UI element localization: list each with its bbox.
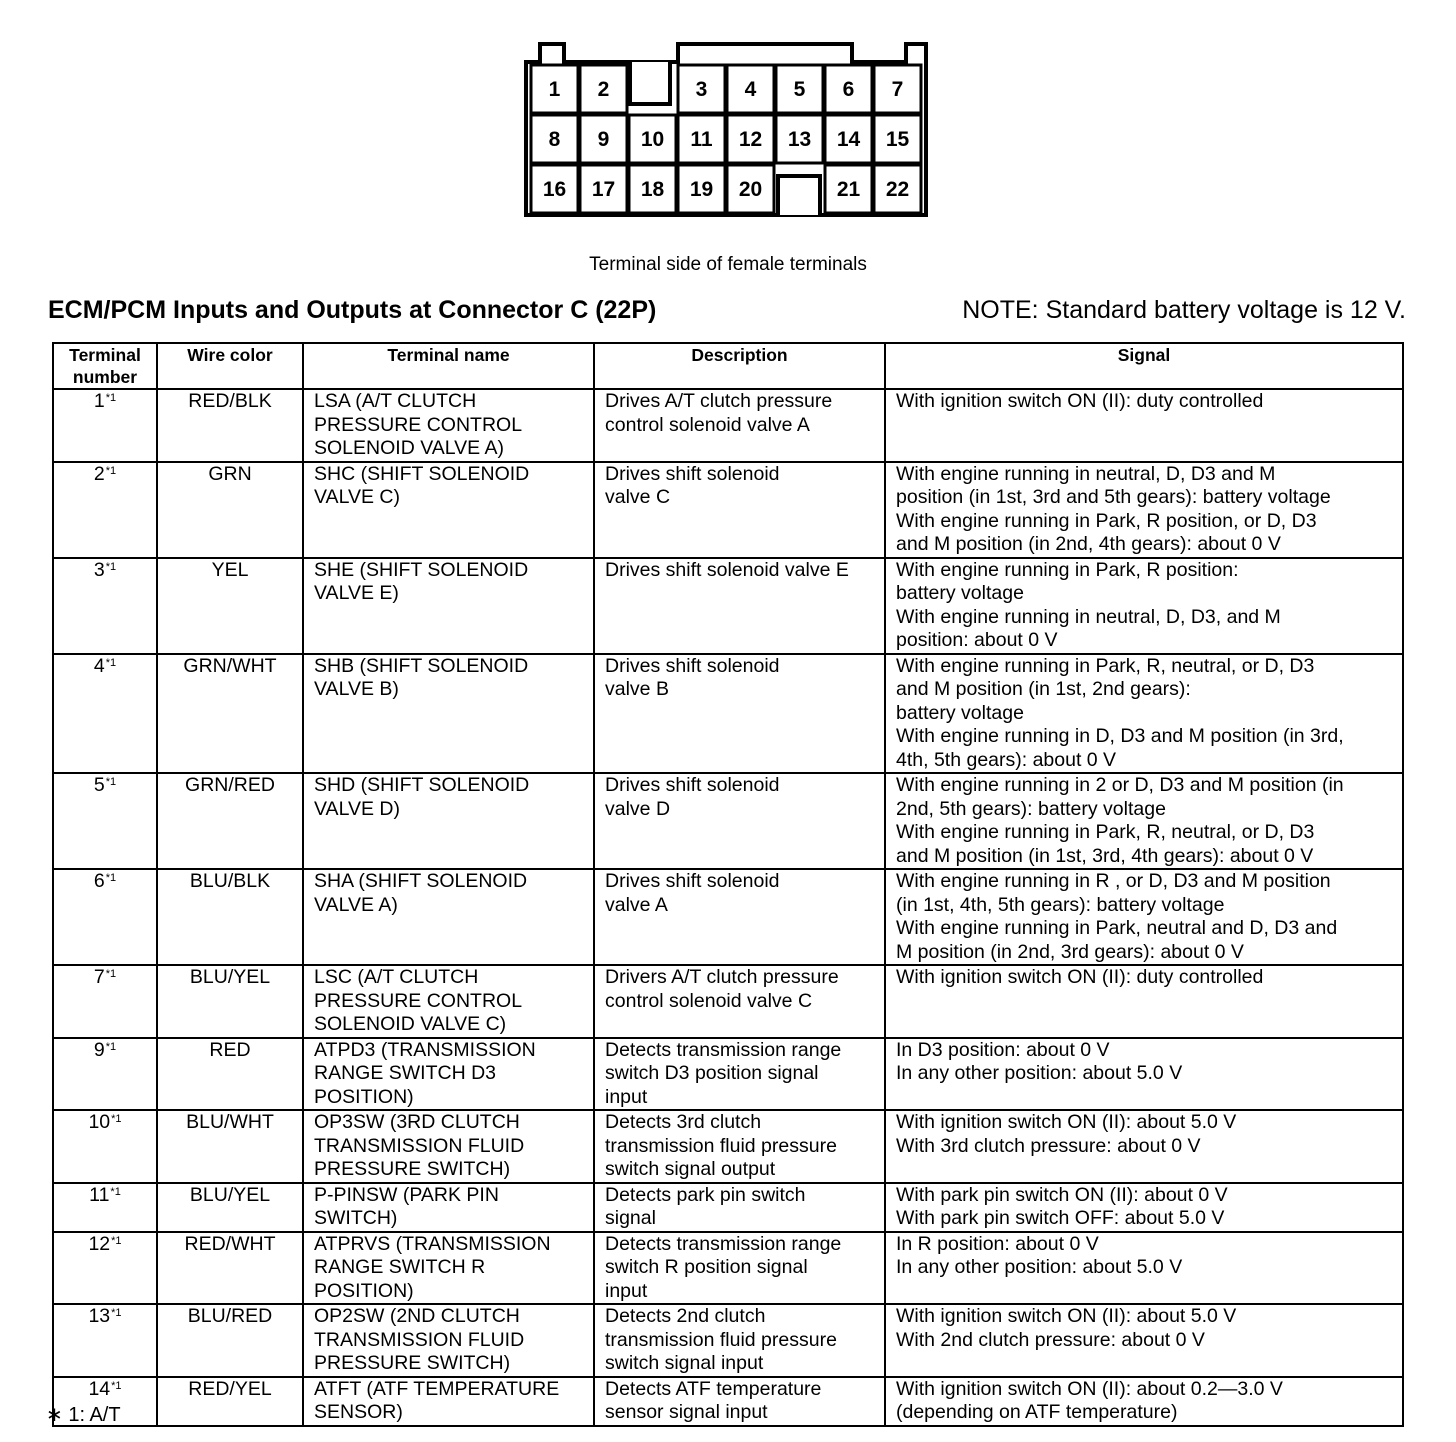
cell-wire-color: BLU/YEL: [157, 965, 303, 1038]
terminal-label: 19: [689, 178, 714, 201]
cell-terminal-name: OP2SW (2ND CLUTCH TRANSMISSION FLUID PRESSURE SWITCH): [303, 1304, 594, 1377]
cell-description: Drives shift solenoid valve D: [594, 773, 885, 869]
table-row: [53, 558, 1403, 654]
cell-terminal-number: [53, 1183, 157, 1232]
terminal-label: 4: [744, 78, 757, 101]
terminal-number: 2: [93, 462, 105, 485]
cell-description: Drives shift solenoid valve B: [594, 654, 885, 774]
terminal-label: 5: [793, 78, 806, 101]
table-row: [53, 1377, 1403, 1426]
cell-description: Detects ATF temperature sensor signal input: [594, 1377, 885, 1426]
cell-description: Drives shift solenoid valve E: [594, 558, 885, 654]
terminal-label: 12: [738, 128, 763, 151]
terminal-label: 21: [836, 178, 861, 201]
col-header-description: Description: [594, 343, 885, 389]
cell-terminal-number: [53, 869, 157, 965]
footnote-mark: *1: [105, 968, 117, 980]
table-row: [53, 389, 1403, 462]
cell-terminal-name: OP3SW (3RD CLUTCH TRANSMISSION FLUID PRESSURE SWITCH): [303, 1110, 594, 1183]
col-header-signal: Signal: [885, 343, 1403, 389]
cell-terminal-name: LSC (A/T CLUTCH PRESSURE CONTROL SOLENOID VALVE C): [303, 965, 594, 1038]
footnote: ∗ 1: A/T: [46, 1404, 121, 1426]
cell-terminal-name: ATPRVS (TRANSMISSION RANGE SWITCH R POSITION): [303, 1232, 594, 1305]
cell-terminal-number: [53, 558, 157, 654]
cell-signal: With ignition switch ON (II): about 5.0 V With 3rd clutch pressure: about 0 V: [885, 1110, 1403, 1183]
cell-wire-color: BLU/BLK: [157, 869, 303, 965]
cell-signal: With engine running in Park, R position: battery voltage With engine running in neutral, D, D3, and M position: about 0 V: [885, 558, 1403, 654]
cell-description: Detects 2nd clutch transmission fluid pressure switch signal input: [594, 1304, 885, 1377]
cell-description: Detects park pin switch signal: [594, 1183, 885, 1232]
cell-terminal-name: SHD (SHIFT SOLENOID VALVE D): [303, 773, 594, 869]
cell-wire-color: GRN/RED: [157, 773, 303, 869]
terminal-number: 11: [89, 1183, 110, 1206]
table-row: [53, 1304, 1403, 1377]
cell-wire-color: BLU/WHT: [157, 1110, 303, 1183]
terminal-number: 5: [93, 774, 105, 796]
cell-signal: With engine running in neutral, D, D3 and M position (in 1st, 3rd and 5th gears): battery voltage With engine running in Park, R position, or D, D3 and M position (in 2nd, 4th gears): about 0 V: [885, 462, 1403, 558]
footnote-mark: *1: [111, 1379, 122, 1392]
footnote-mark: *1: [105, 872, 117, 884]
table-row: [53, 773, 1403, 869]
footnote-mark: *1: [111, 1307, 122, 1319]
terminal-label: 8: [548, 128, 561, 151]
table-header-row: [53, 343, 1403, 389]
terminal-label: 11: [690, 128, 713, 151]
cell-description: Detects transmission range switch R position signal input: [594, 1232, 885, 1305]
terminal-label: 3: [695, 78, 708, 101]
cell-terminal-name: ATPD3 (TRANSMISSION RANGE SWITCH D3 POSITION): [303, 1038, 594, 1111]
cell-wire-color: YEL: [157, 558, 303, 654]
cell-terminal-number: [53, 462, 157, 558]
terminal-label: 2: [597, 78, 610, 101]
terminal-number: 4: [93, 654, 105, 677]
footnote-mark: *1: [111, 1113, 122, 1125]
terminal-number: 9: [93, 1038, 105, 1061]
cell-terminal-number: [53, 654, 157, 774]
col-header-terminal-number: Terminal number: [53, 343, 157, 389]
terminal-label: 14: [836, 128, 861, 151]
table-row: [53, 654, 1403, 774]
table-row: [53, 1038, 1403, 1111]
cell-wire-color: GRN: [157, 462, 303, 558]
cell-wire-color: RED/BLK: [157, 389, 303, 462]
cell-terminal-name: SHA (SHIFT SOLENOID VALVE A): [303, 869, 594, 965]
terminal-number: 3: [93, 558, 105, 581]
table-row: [53, 1110, 1403, 1183]
cell-signal: With engine running in R , or D, D3 and M position (in 1st, 4th, 5th gears): battery voltage With engine running in Park, neutral and D, D3 and M position (in 2nd, 3rd gears): about 0 V: [885, 869, 1403, 965]
table-row: [53, 462, 1403, 558]
terminal-label: 6: [842, 78, 855, 101]
connector-key-notch: [778, 176, 820, 215]
cell-signal: With ignition switch ON (II): duty controlled: [885, 965, 1403, 1038]
cell-signal: With park pin switch ON (II): about 0 V With park pin switch OFF: about 5.0 V: [885, 1183, 1403, 1232]
terminal-label: 10: [640, 128, 665, 151]
connector-diagram: [520, 38, 932, 222]
cell-terminal-name: SHC (SHIFT SOLENOID VALVE C): [303, 462, 594, 558]
footnote-mark: *1: [105, 464, 117, 477]
connector-key-notch: [630, 62, 670, 104]
cell-wire-color: RED/YEL: [157, 1377, 303, 1426]
terminal-number: 13: [88, 1305, 111, 1327]
table-row: [53, 869, 1403, 965]
footnote-mark: *1: [105, 560, 117, 573]
cell-signal: With ignition switch ON (II): duty controlled: [885, 389, 1403, 462]
col-header-wire-color: Wire color: [157, 343, 303, 389]
footnote-mark: *1: [111, 1234, 122, 1247]
cell-signal: With ignition switch ON (II): about 0.2—3.0 V (depending on ATF temperature): [885, 1377, 1403, 1426]
terminal-label: 1: [548, 78, 561, 101]
cell-terminal-number: [53, 389, 157, 462]
cell-terminal-name: ATFT (ATF TEMPERATURE SENSOR): [303, 1377, 594, 1426]
cell-terminal-name: SHE (SHIFT SOLENOID VALVE E): [303, 558, 594, 654]
terminal-number: 6: [93, 870, 105, 892]
cell-signal: In R position: about 0 V In any other position: about 5.0 V: [885, 1232, 1403, 1305]
voltage-note: NOTE: Standard battery voltage is 12 V.: [962, 296, 1406, 324]
footnote-mark: *1: [105, 656, 117, 669]
cell-terminal-name: P-PINSW (PARK PIN SWITCH): [303, 1183, 594, 1232]
cell-terminal-number: [53, 965, 157, 1038]
terminal-label: 15: [885, 128, 910, 151]
cell-description: Drives A/T clutch pressure control solenoid valve A: [594, 389, 885, 462]
table-row: [53, 965, 1403, 1038]
footnote-mark: *1: [105, 776, 117, 788]
cell-description: Drives shift solenoid valve C: [594, 462, 885, 558]
terminal-number: 12: [88, 1232, 111, 1255]
cell-wire-color: RED/WHT: [157, 1232, 303, 1305]
terminal-label: 20: [738, 178, 763, 201]
terminal-label: 9: [597, 128, 610, 151]
cell-wire-color: GRN/WHT: [157, 654, 303, 774]
cell-description: Drivers A/T clutch pressure control solenoid valve C: [594, 965, 885, 1038]
cell-wire-color: BLU/YEL: [157, 1183, 303, 1232]
connector-caption: Terminal side of female terminals: [589, 254, 867, 275]
terminal-number: 7: [93, 966, 105, 988]
cell-terminal-number: [53, 1232, 157, 1305]
cell-signal: In D3 position: about 0 V In any other position: about 5.0 V: [885, 1038, 1403, 1111]
io-table: [52, 342, 1404, 1427]
cell-wire-color: RED: [157, 1038, 303, 1111]
cell-wire-color: BLU/RED: [157, 1304, 303, 1377]
cell-terminal-number: [53, 773, 157, 869]
terminal-label: 22: [885, 178, 910, 201]
cell-terminal-number: [53, 1110, 157, 1183]
terminal-label: 16: [542, 178, 567, 201]
cell-terminal-number: [53, 1304, 157, 1377]
cell-terminal-number: [53, 1038, 157, 1111]
cell-terminal-name: LSA (A/T CLUTCH PRESSURE CONTROL SOLENOID VALVE A): [303, 389, 594, 462]
cell-signal: With engine running in 2 or D, D3 and M position (in 2nd, 5th gears): battery voltage With engine running in Park, R, neutral, or D, D3 and M position (in 1st, 3rd, 4th gears): about 0 V: [885, 773, 1403, 869]
terminal-label: 17: [591, 178, 616, 201]
cell-signal: With ignition switch ON (II): about 5.0 V With 2nd clutch pressure: about 0 V: [885, 1304, 1403, 1377]
page-title: ECM/PCM Inputs and Outputs at Connector C (22P): [48, 296, 657, 324]
cell-description: Detects 3rd clutch transmission fluid pressure switch signal output: [594, 1110, 885, 1183]
terminal-label: 13: [787, 128, 812, 151]
cell-terminal-name: SHB (SHIFT SOLENOID VALVE B): [303, 654, 594, 774]
cell-description: Drives shift solenoid valve A: [594, 869, 885, 965]
footnote-mark: *1: [105, 1040, 117, 1053]
table-row: [53, 1183, 1403, 1232]
footnote-mark: *1: [110, 1185, 121, 1198]
terminal-label: 7: [891, 78, 904, 101]
terminal-number: 14: [88, 1377, 111, 1400]
col-header-terminal-name: Terminal name: [303, 343, 594, 389]
cell-signal: With engine running in Park, R, neutral, or D, D3 and M position (in 1st, 2nd gears): battery voltage With engine running in D, D3 and M position (in 3rd, 4th, 5th gears): about 0 V: [885, 654, 1403, 774]
terminal-number: 1: [93, 390, 105, 412]
cell-description: Detects transmission range switch D3 position signal input: [594, 1038, 885, 1111]
terminal-number: 10: [88, 1111, 111, 1133]
footnote-mark: *1: [105, 392, 117, 404]
terminal-label: 18: [640, 178, 665, 201]
table-row: [53, 1232, 1403, 1305]
